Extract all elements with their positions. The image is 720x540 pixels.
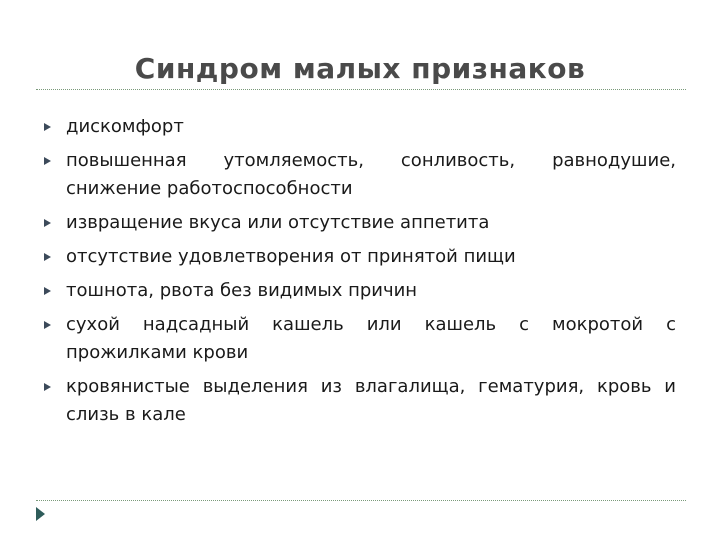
footer-divider [36,500,686,501]
list-item-text: тошнота, рвота без видимых причин [66,280,418,301]
list-item [42,243,676,271]
next-slide-arrow-icon[interactable] [36,507,45,521]
list-item [42,311,676,367]
triangle-bullet-icon [44,219,51,227]
list-item [42,147,676,203]
title-divider [36,89,686,90]
list-item [42,113,676,141]
triangle-bullet-icon [44,253,51,261]
list-item [42,209,676,237]
list-item-text: повышенная утомляемость, сонливость, равнодушие, снижение работоспособности [66,150,676,199]
list-item-text: извращение вкуса или отсутствие аппетита [66,212,490,233]
triangle-bullet-icon [44,383,51,391]
list-item [42,373,676,429]
bullet-list [42,113,676,435]
triangle-bullet-icon [44,123,51,131]
list-item-text: дискомфорт [66,116,184,137]
list-item-text: кровянистые выделения из влагалища, гематурия, кровь и слизь в кале [66,376,676,425]
triangle-bullet-icon [44,157,51,165]
triangle-bullet-icon [44,287,51,295]
slide-title: Синдром малых признаков [134,52,586,85]
list-item-text: сухой надсадный кашель или кашель с мокротой с прожилками крови [66,314,676,363]
list-item [42,277,676,305]
triangle-bullet-icon [44,321,51,329]
list-item-text: отсутствие удовлетворения от принятой пищи [66,246,516,267]
